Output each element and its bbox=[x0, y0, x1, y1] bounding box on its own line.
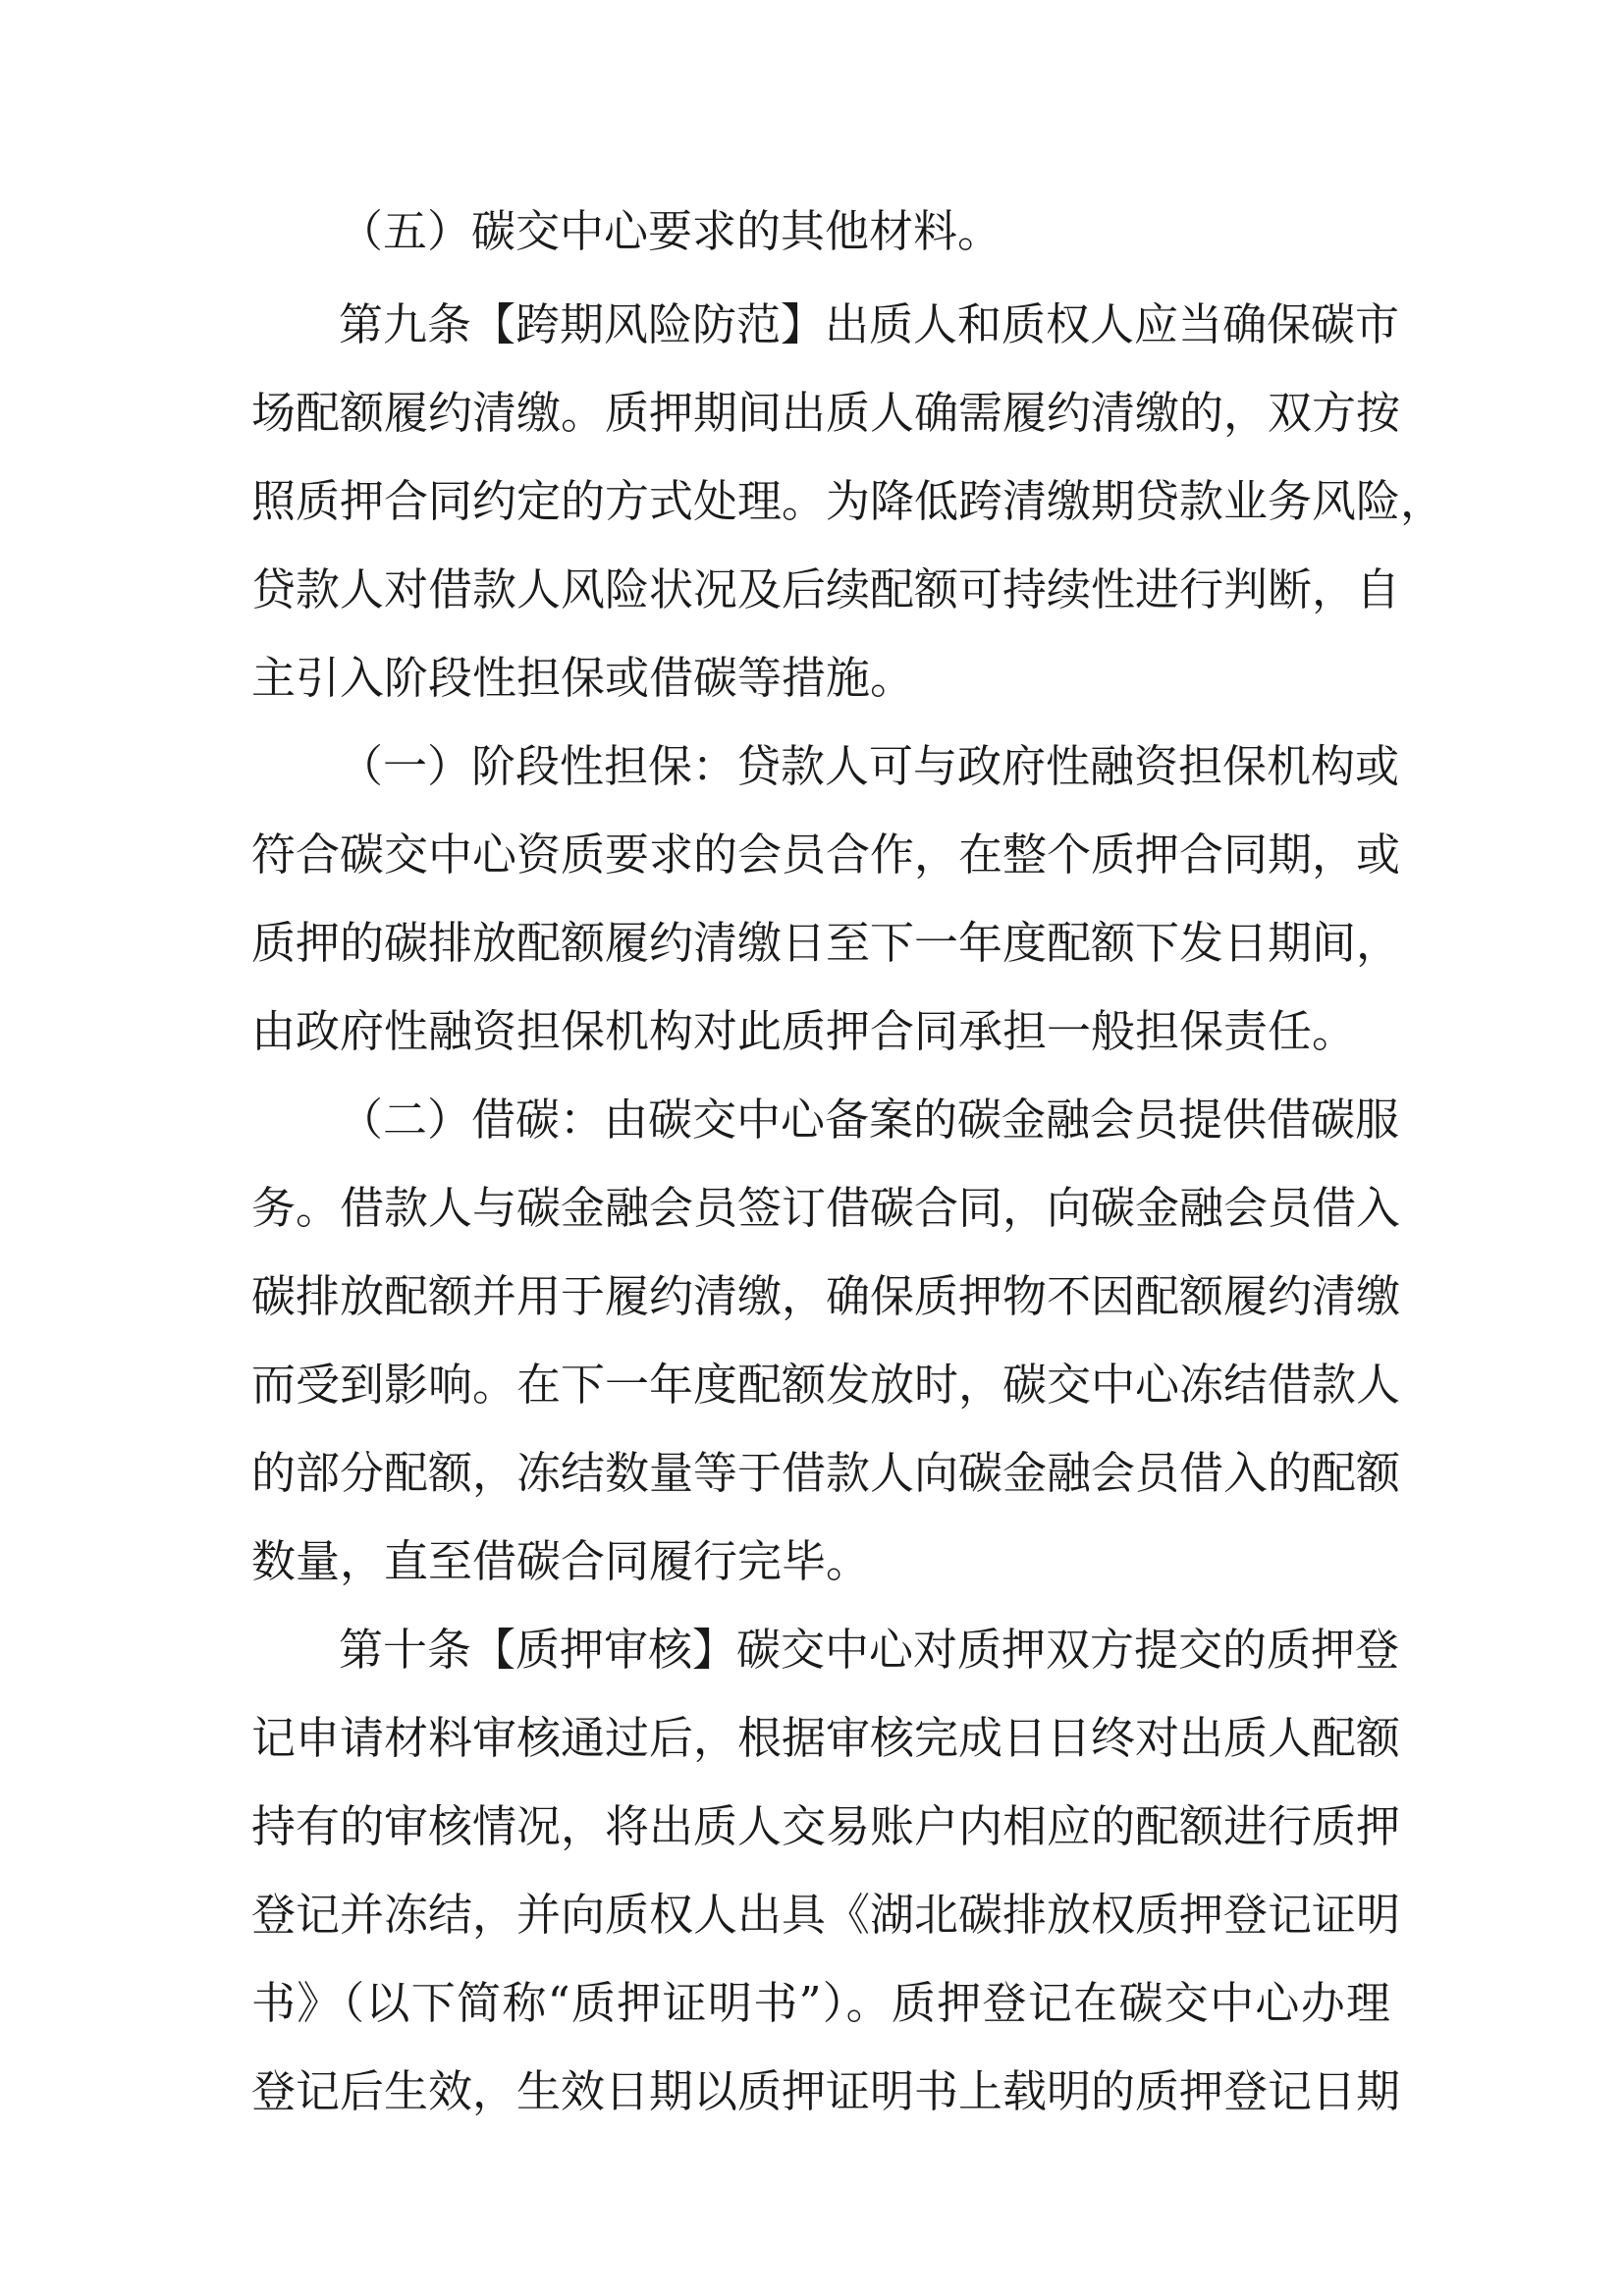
paragraph-line: 场配额履约清缴。质押期间出质人确需履约清缴的，双方按 bbox=[251, 387, 1401, 439]
paragraph-line: 而受到影响。在下一年度配额发放时，碳交中心冻结借款人 bbox=[251, 1359, 1401, 1411]
paragraph-line: 书》（以下简称“质押证明书”）。质押登记在碳交中心办理 bbox=[251, 1977, 1390, 2029]
paragraph-line: 碳排放配额并用于履约清缴，确保质押物不因配额履约清缴 bbox=[251, 1270, 1401, 1322]
paragraph-line: 登记并冻结，并向质权人出具《湖北碳排放权质押登记证明 bbox=[251, 1889, 1401, 1941]
paragraph-line: 符合碳交中心资质要求的会员合作，在整个质押合同期，或 bbox=[251, 828, 1401, 881]
article-10-heading-line: 第十条【质押审核】碳交中心对质押双方提交的质押登 bbox=[339, 1624, 1400, 1676]
paragraph-line: 主引入阶段性担保或借碳等措施。 bbox=[251, 652, 915, 704]
article-9-heading-line: 第九条【跨期风险防范】出质人和质权人应当确保碳市 bbox=[339, 298, 1400, 350]
paragraph-line: 务。借款人与碳金融会员签订借碳合同，向碳金融会员借入 bbox=[251, 1182, 1401, 1234]
paragraph-line: （二）借碳：由碳交中心备案的碳金融会员提供借碳服 bbox=[339, 1094, 1400, 1146]
paragraph-line: 由政府性融资担保机构对此质押合同承担一般担保责任。 bbox=[251, 1005, 1357, 1057]
paragraph-line: 质押的碳排放配额履约清缴日至下一年度配额下发日期间， bbox=[251, 917, 1401, 969]
paragraph-line: 数量，直至借碳合同履行完毕。 bbox=[251, 1535, 871, 1587]
paragraph-line: 贷款人对借款人风险状况及后续配额可持续性进行判断，自 bbox=[251, 563, 1401, 615]
paragraph-line: （五）碳交中心要求的其他材料。 bbox=[339, 205, 1002, 257]
paragraph-line: 登记后生效，生效日期以质押证明书上载明的质押登记日期 bbox=[251, 2065, 1401, 2117]
paragraph-line: 照质押合同约定的方式处理。为降低跨清缴期贷款业务风险， bbox=[251, 475, 1445, 527]
paragraph-line: 持有的审核情况，将出质人交易账户内相应的配额进行质押 bbox=[251, 1800, 1401, 1852]
paragraph-line: 的部分配额，冻结数量等于借款人向碳金融会员借入的配额 bbox=[251, 1447, 1401, 1499]
paragraph-line: （一）阶段性担保：贷款人可与政府性融资担保机构或 bbox=[339, 740, 1400, 792]
paragraph-line: 记申请材料审核通过后，根据审核完成日日终对出质人配额 bbox=[251, 1712, 1401, 1764]
